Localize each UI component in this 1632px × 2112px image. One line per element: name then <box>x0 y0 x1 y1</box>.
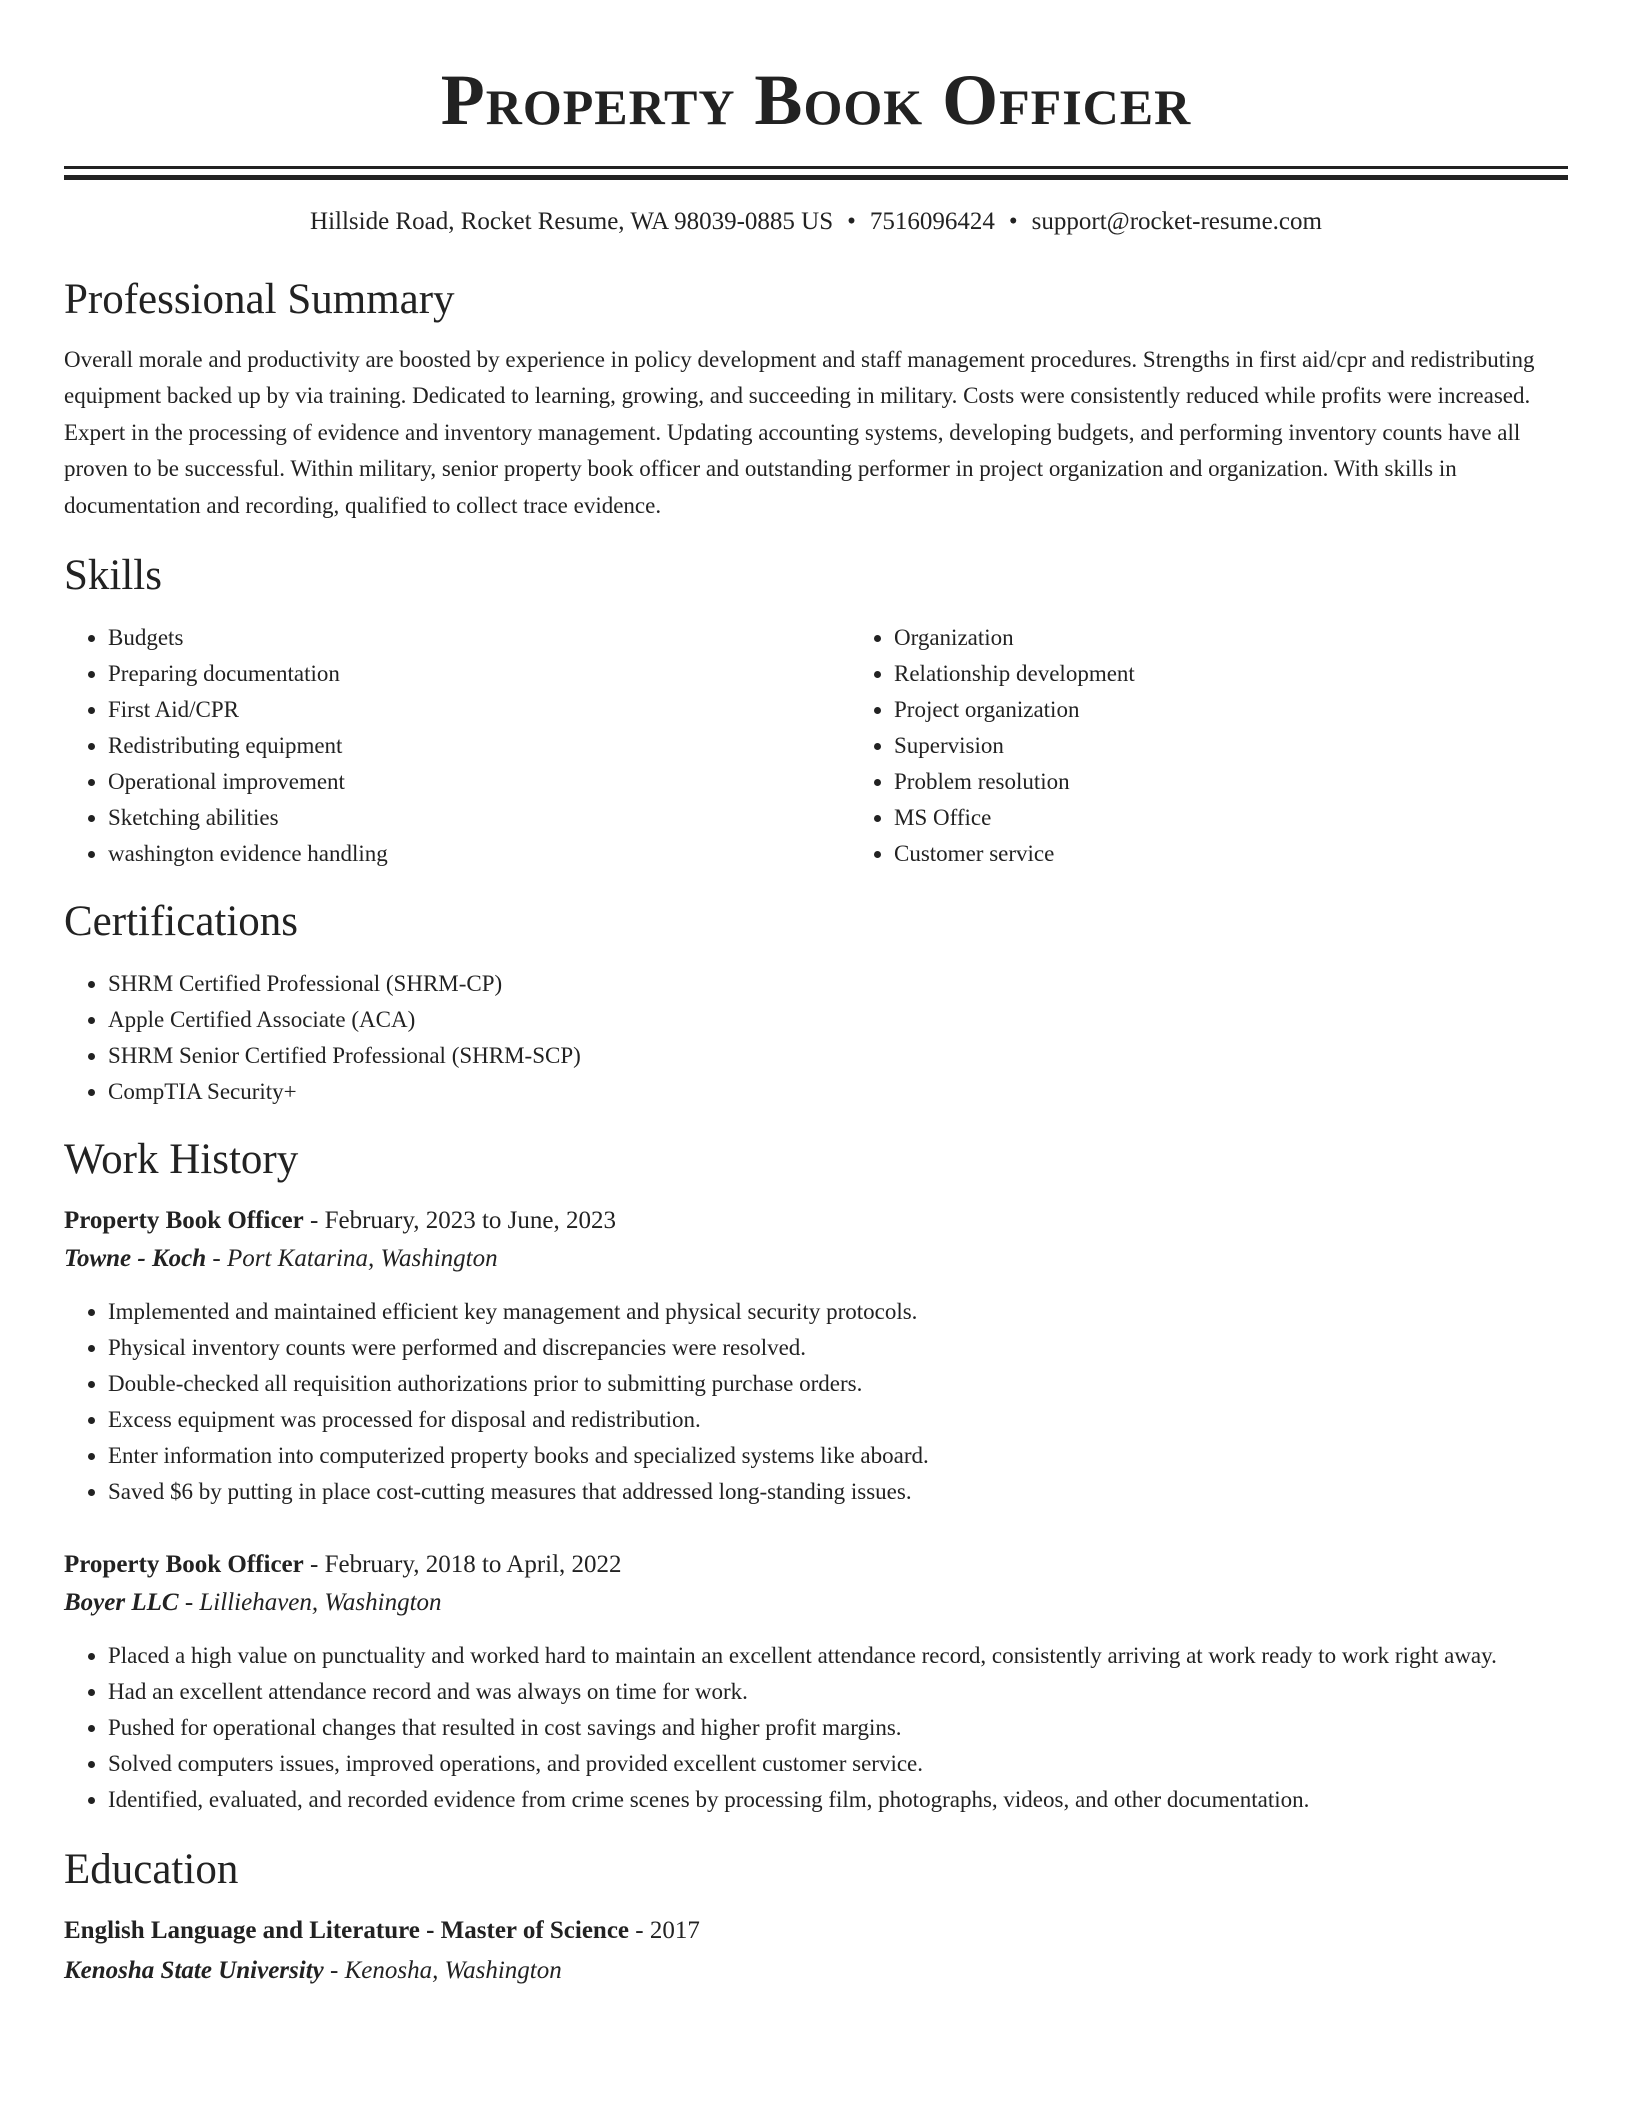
header-rule-bottom <box>64 175 1568 180</box>
job-bullet: • Double-checked all requisition authorizations prior to submitting purchase orders. <box>108 1366 1568 1402</box>
job-bullet: • Had an excellent attendance record and was always on time for work. <box>108 1674 1568 1710</box>
skill-item: • washington evidence handling <box>108 836 850 872</box>
certification-item: • SHRM Senior Certified Professional (SHRM-SCP) <box>108 1038 1568 1074</box>
skill-item: • Budgets <box>108 620 850 656</box>
skills-list-right <box>850 620 1568 872</box>
job-location: Lilliehaven, Washington <box>199 1589 442 1617</box>
job-bullet: • Saved $6 by putting in place cost-cutting measures that addressed long-standing issues. <box>108 1474 1568 1510</box>
school-line <box>64 1952 1568 1990</box>
school-location: Kenosha, Washington <box>344 1957 562 1985</box>
degree-line <box>64 1912 1568 1950</box>
job-bullet: • Physical inventory counts were performed and discrepancies were resolved. <box>108 1330 1568 1366</box>
job-title-line <box>64 1202 1568 1240</box>
skill-item: • First Aid/CPR <box>108 692 850 728</box>
job-bullets <box>64 1638 1568 1818</box>
job-company: Towne - Koch <box>64 1245 207 1273</box>
job-company-line <box>64 1240 1568 1278</box>
job-bullet: • Implemented and maintained efficient key management and physical security protocols. <box>108 1294 1568 1330</box>
skill-item: • Supervision <box>894 728 1568 764</box>
job-title: Property Book Officer <box>64 1207 304 1235</box>
skill-item: • Redistributing equipment <box>108 728 850 764</box>
dash: - <box>178 1589 200 1617</box>
degree: English Language and Literature - Master of Science <box>64 1917 630 1945</box>
education-heading: Education <box>64 1846 239 1894</box>
contact-email: support@rocket-resume.com <box>1031 208 1322 235</box>
skill-item: • Sketching abilities <box>108 800 850 836</box>
contact-separator: • <box>847 208 856 235</box>
skill-item: • Preparing documentation <box>108 656 850 692</box>
summary-text: Overall morale and productivity are boosted by experience in policy development and staff management procedures. Strengths in first aid/cpr and redistributing equipment backed up by via training. Dedicated to learning, growing, and succeeding in military. Costs were consistently reduced while profits were increased. Expert in the processing of evidence and inventory management. Updating accounting systems, developing budgets, and performing inventory counts have all proven to be successful. Within military, senior property book officer and outstanding performer in project organization and organization. With skills in documentation and recording, qualified to collect trace evidence. <box>64 347 1535 518</box>
summary-heading: Professional Summary <box>64 276 455 323</box>
dash: - <box>323 1957 345 1985</box>
skills-heading: Skills <box>64 552 162 600</box>
header-rule-top <box>64 166 1568 169</box>
contact-separator: • <box>1008 208 1018 235</box>
certification-item: • Apple Certified Associate (ACA) <box>108 1002 1568 1038</box>
work-history-heading: Work History <box>64 1136 299 1184</box>
contact-address: Hillside Road, Rocket Resume, WA 98039-0885 US <box>310 208 834 235</box>
education-entry <box>64 1912 1568 1990</box>
dash: - <box>303 1207 325 1235</box>
skills-list-left <box>64 620 850 872</box>
skill-item: • Organization <box>894 620 1568 656</box>
job-entry <box>64 1202 1568 1510</box>
skill-item: • Operational improvement <box>108 764 850 800</box>
job-title: Property Book Officer <box>64 1551 304 1579</box>
job-company-line <box>64 1584 1568 1622</box>
job-bullet: • Excess equipment was processed for disposal and redistribution. <box>108 1402 1568 1438</box>
contact-line <box>64 206 1568 238</box>
skill-item: • Problem resolution <box>894 764 1568 800</box>
job-dates: February, 2018 to April, 2022 <box>324 1551 622 1579</box>
job-dates: February, 2023 to June, 2023 <box>324 1207 616 1235</box>
job-company: Boyer LLC <box>64 1589 179 1617</box>
job-bullet: • Enter information into computerized property books and specialized systems like aboard. <box>108 1438 1568 1474</box>
skill-item: • Customer service <box>894 836 1568 872</box>
certification-item: • CompTIA Security+ <box>108 1074 1568 1110</box>
skill-item: • MS Office <box>894 800 1568 836</box>
skills-grid <box>64 620 1568 872</box>
certifications-list <box>64 966 1568 1110</box>
dash: - <box>206 1245 227 1273</box>
certification-item: • SHRM Certified Professional (SHRM-CP) <box>108 966 1568 1002</box>
job-title-line <box>64 1546 1568 1584</box>
degree-year: 2017 <box>649 1917 700 1945</box>
job-bullet: • Solved computers issues, improved operations, and provided excellent customer service. <box>108 1746 1568 1782</box>
resume-name: Property Book Officer <box>440 60 1192 140</box>
skill-item: • Project organization <box>894 692 1568 728</box>
certifications-heading: Certifications <box>64 898 299 946</box>
job-location: Port Katarina, Washington <box>226 1245 498 1273</box>
job-bullets <box>64 1294 1568 1510</box>
job-bullet: • Pushed for operational changes that resulted in cost savings and higher profit margins. <box>108 1710 1568 1746</box>
job-entry <box>64 1546 1568 1818</box>
school-name: Kenosha State University <box>64 1957 324 1985</box>
job-bullet: • Identified, evaluated, and recorded evidence from crime scenes by processing film, photographs, videos, and other documentation. <box>108 1782 1568 1818</box>
dash: - <box>303 1551 325 1579</box>
contact-phone: 7516096424 <box>869 208 995 235</box>
job-bullet: • Placed a high value on punctuality and worked hard to maintain an excellent attendance record, consistently arriving at work ready to work right away. <box>108 1638 1568 1674</box>
skill-item: • Relationship development <box>894 656 1568 692</box>
dash: - <box>629 1917 650 1945</box>
